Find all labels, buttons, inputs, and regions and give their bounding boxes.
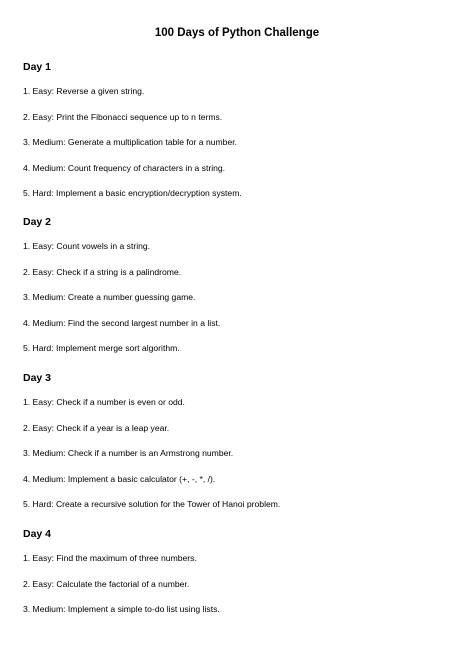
day-3-task-1: 1. Easy: Check if a number is even or odd. xyxy=(23,397,185,407)
day-1-task-4: 4. Medium: Count frequency of characters in a string. xyxy=(23,162,226,173)
day-2-heading: Day 2 xyxy=(23,216,52,228)
day-1-section xyxy=(23,61,453,214)
day-2-task-1: 1. Easy: Count vowels in a string. xyxy=(23,241,151,251)
day-3-task-4: 4. Medium: Implement a basic calculator (+, -, *, /). xyxy=(23,473,216,484)
day-1-task-2: 2. Easy: Print the Fibonacci sequence up to n terms. xyxy=(23,111,223,122)
day-3-task-list xyxy=(23,397,453,510)
document-title: 100 Days of Python Challenge xyxy=(154,27,320,39)
day-4-section xyxy=(23,528,453,630)
day-4-task-1: 1. Easy: Find the maximum of three numbers. xyxy=(23,553,197,563)
day-2-task-2: 2. Easy: Check if a string is a palindrome. xyxy=(23,266,182,277)
day-2-task-5: 5. Hard: Implement merge sort algorithm. xyxy=(23,343,180,353)
day-2-task-4: 4. Medium: Find the second largest number in a list. xyxy=(23,317,221,328)
day-4-task-3: 3. Medium: Implement a simple to-do list using lists. xyxy=(23,604,220,614)
day-3-heading: Day 3 xyxy=(23,372,52,384)
day-1-task-list xyxy=(23,86,453,199)
day-1-task-1: 1. Easy: Reverse a given string. xyxy=(23,86,145,96)
day-3-task-3: 3. Medium: Check if a number is an Armstrong number. xyxy=(23,448,234,458)
day-2-section xyxy=(23,216,453,369)
day-3-section xyxy=(23,372,453,525)
day-1-task-3: 3. Medium: Generate a multiplication table for a number. xyxy=(23,137,237,147)
day-4-task-2: 2. Easy: Calculate the factorial of a number. xyxy=(23,578,190,589)
day-3-task-2: 2. Easy: Check if a year is a leap year. xyxy=(23,422,170,433)
day-4-heading: Day 4 xyxy=(23,528,52,540)
day-1-heading: Day 1 xyxy=(23,61,52,73)
day-3-task-5: 5. Hard: Create a recursive solution for the Tower of Hanoi problem. xyxy=(23,499,281,509)
day-4-task-list xyxy=(23,553,453,615)
day-2-task-3: 3. Medium: Create a number guessing game. xyxy=(23,292,196,302)
day-2-task-list xyxy=(23,241,453,354)
day-1-task-5: 5. Hard: Implement a basic encryption/decryption system. xyxy=(23,188,242,198)
